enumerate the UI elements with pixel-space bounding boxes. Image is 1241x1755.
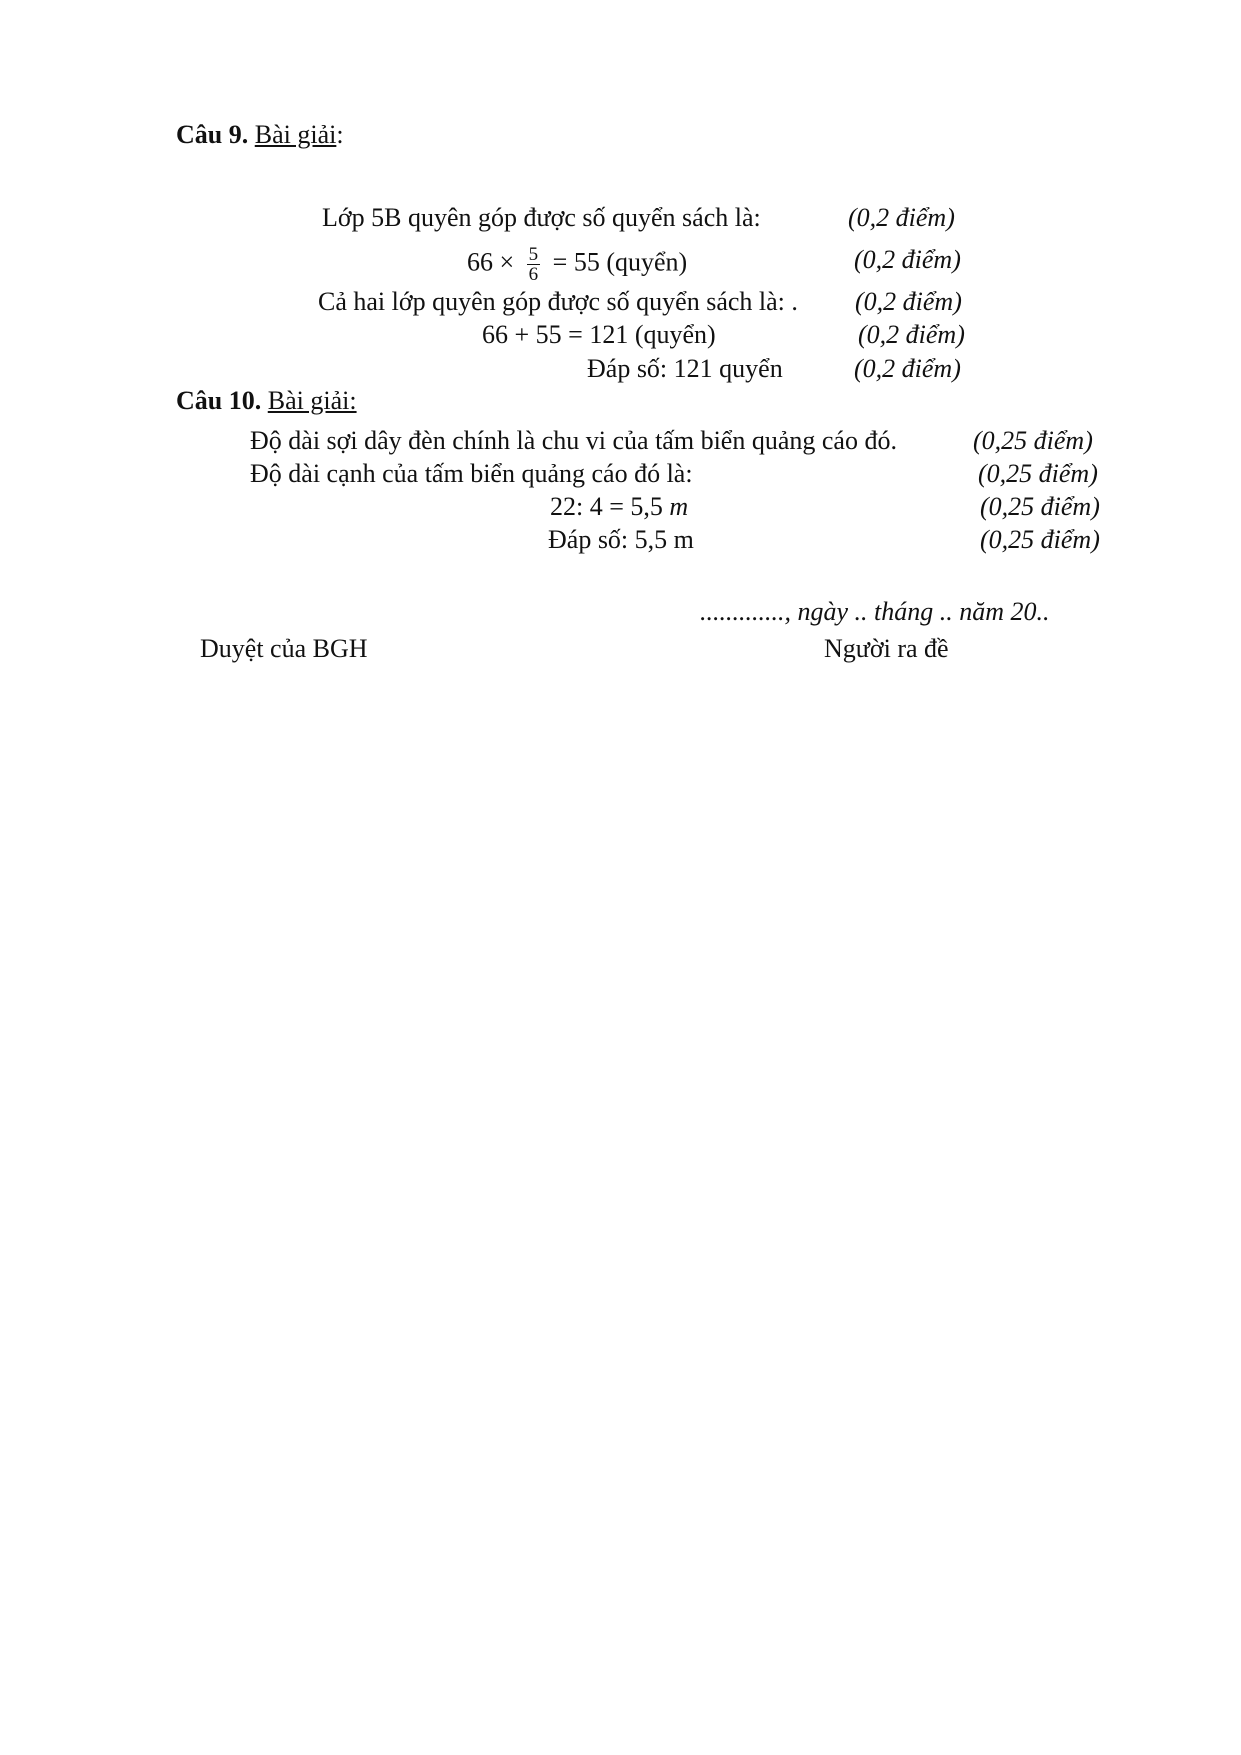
date-line: ............., ngày .. tháng .. năm 20.. [700,597,1050,626]
q9-heading: Bài giải [254,120,337,149]
q9-line1-points: (0,2 điểm) [848,203,955,232]
approval-label: Duyệt của BGH [200,634,368,663]
q9-label: Câu 9. [176,120,249,149]
q10-calc-points: (0,25 điểm) [980,492,1100,521]
q9-calc2: 66 + 55 = 121 (quyển) [482,320,716,349]
q9-calc1-left: 66 × [467,247,515,277]
fraction-denominator: 6 [528,264,539,285]
q10-calc [550,492,688,522]
q10-line1: Độ dài sợi dây đèn chính là chu vi của tấm biển quảng cáo đó. [250,426,897,455]
fraction-numerator: 5 [528,244,539,265]
q10-calc-unit: m [669,492,689,521]
q9-heading-colon: : [336,120,344,149]
q10-line2-points: (0,25 điểm) [978,459,1098,488]
author-label: Người ra đề [824,634,949,663]
q10-label: Câu 10. [176,386,262,415]
q9-calc2-points: (0,2 điểm) [858,320,965,349]
q10-heading-line [176,386,357,416]
q9-answer: Đáp số: 121 quyển [587,354,783,383]
q10-heading: Bài giải: [267,386,357,415]
q10-answer: Đáp số: 5,5 m [548,525,694,554]
q9-line2-points: (0,2 điểm) [855,287,962,316]
q10-line1-points: (0,25 điểm) [973,426,1093,455]
q9-line1: Lớp 5B quyên góp được số quyển sách là: [322,203,761,232]
q10-calc-left: 22: 4 = 5,5 [550,492,670,521]
q9-calc1 [467,245,687,284]
q9-calc1-points: (0,2 điểm) [854,245,961,274]
q9-calc1-right: = 55 (quyển) [552,247,688,277]
q9-answer-points: (0,2 điểm) [854,354,961,383]
q9-line2: Cả hai lớp quyên góp được số quyển sách là: . [318,287,798,316]
q9-heading-line [176,120,344,150]
q10-answer-points: (0,25 điểm) [980,525,1100,554]
q10-line2: Độ dài cạnh của tấm biển quảng cáo đó là: [250,459,693,488]
fraction [527,245,541,284]
